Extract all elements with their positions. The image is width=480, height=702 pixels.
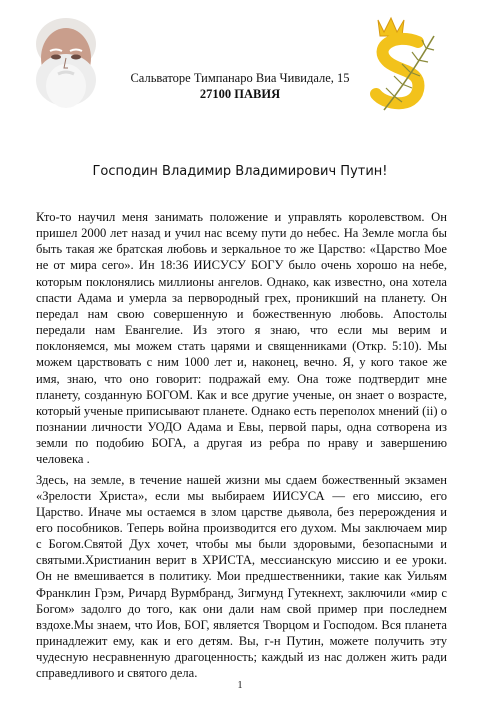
sender-address	[110, 70, 370, 102]
page-number: 1	[237, 680, 243, 691]
salutation: Господин Владимир Владимирович Путин!	[92, 164, 388, 179]
address-line-2: 27100 ПАВИЯ	[199, 87, 281, 101]
letter-body	[36, 209, 447, 686]
crowned-s-logo	[364, 10, 444, 114]
paragraph-1: Кто-то научил меня занимать положение и управлять королевством. Он пришел 2000 лет назад и учил нас всему пути до небес. На Земле могла бы быть такая же братская любовь и зеркальное то же Царство: «Царство Мое не от мира сего». Ин 18:36 ИИСУСУ БОГУ было очень хорошо на небе, которым поклонялись миллионы ангелов. Однако, как известно, она хотела спасти Адама и умерла за первородный грех, проникший на планету. Он передал нам свою совершенную и божественную любовь. Апостолы передали нам Евангелие. Из этого я знаю, что если мы верим и поклоняемся, мы можем стать царями и священниками (Откр. 5:10). Мы можем царствовать с ним 1000 лет и, наконец, вечно. Я, у кого такое же имя, знаю, что оно говорит: подражай ему. Она тоже подтвердит мне планету, созданную БОГОМ. Как и все другие ученые, он знает о возрасте, который ученые приписывают планете. Однако есть переполох мнений (ii) о познании личности УОДО Адама и Евы, первой пары, одна сотворена из земли по подобию БОГА, а другая из ребра по нраву и завершению человека .	[36, 210, 447, 467]
address-line-1: Сальваторе Тимпанаро Виа Чивидале, 15	[130, 71, 350, 85]
portrait-image	[22, 10, 110, 114]
paragraph-2: Здесь, на земле, в течение нашей жизни мы сдаем божественный экзамен «Зрелости Христа», если мы выбираем ИИСУСА — его миссию, его Царство. Иначе мы остаемся в злом царстве дьявола, без перерождения и его пособников. Теперь война производится его духом. Мы заключаем мир с Богом.Святой Дух хочет, чтобы мы были здоровыми, безопасными и святыми.Христианин верит в ХРИСТА, мессианскую миссию и ее уроки. Он не вмешивается в политику. Мои предшественники, такие как Уильям Франклин Грэм, Ричард Вурмбранд, Зигмунд Гутекнехт, заключили «мир с Богом» задолго до того, как они дали нам свой пример при последнем вздохе.Мы знаем, что Иов, БОГ, является Творцом и Господом. Вся планета принадлежит ему, как и его детям. Вы, г-н Путин, можете получить эту чудесную несравненную драгоценность; каждый из нас должен жить ради справедливого и святого дела.	[36, 472, 447, 681]
